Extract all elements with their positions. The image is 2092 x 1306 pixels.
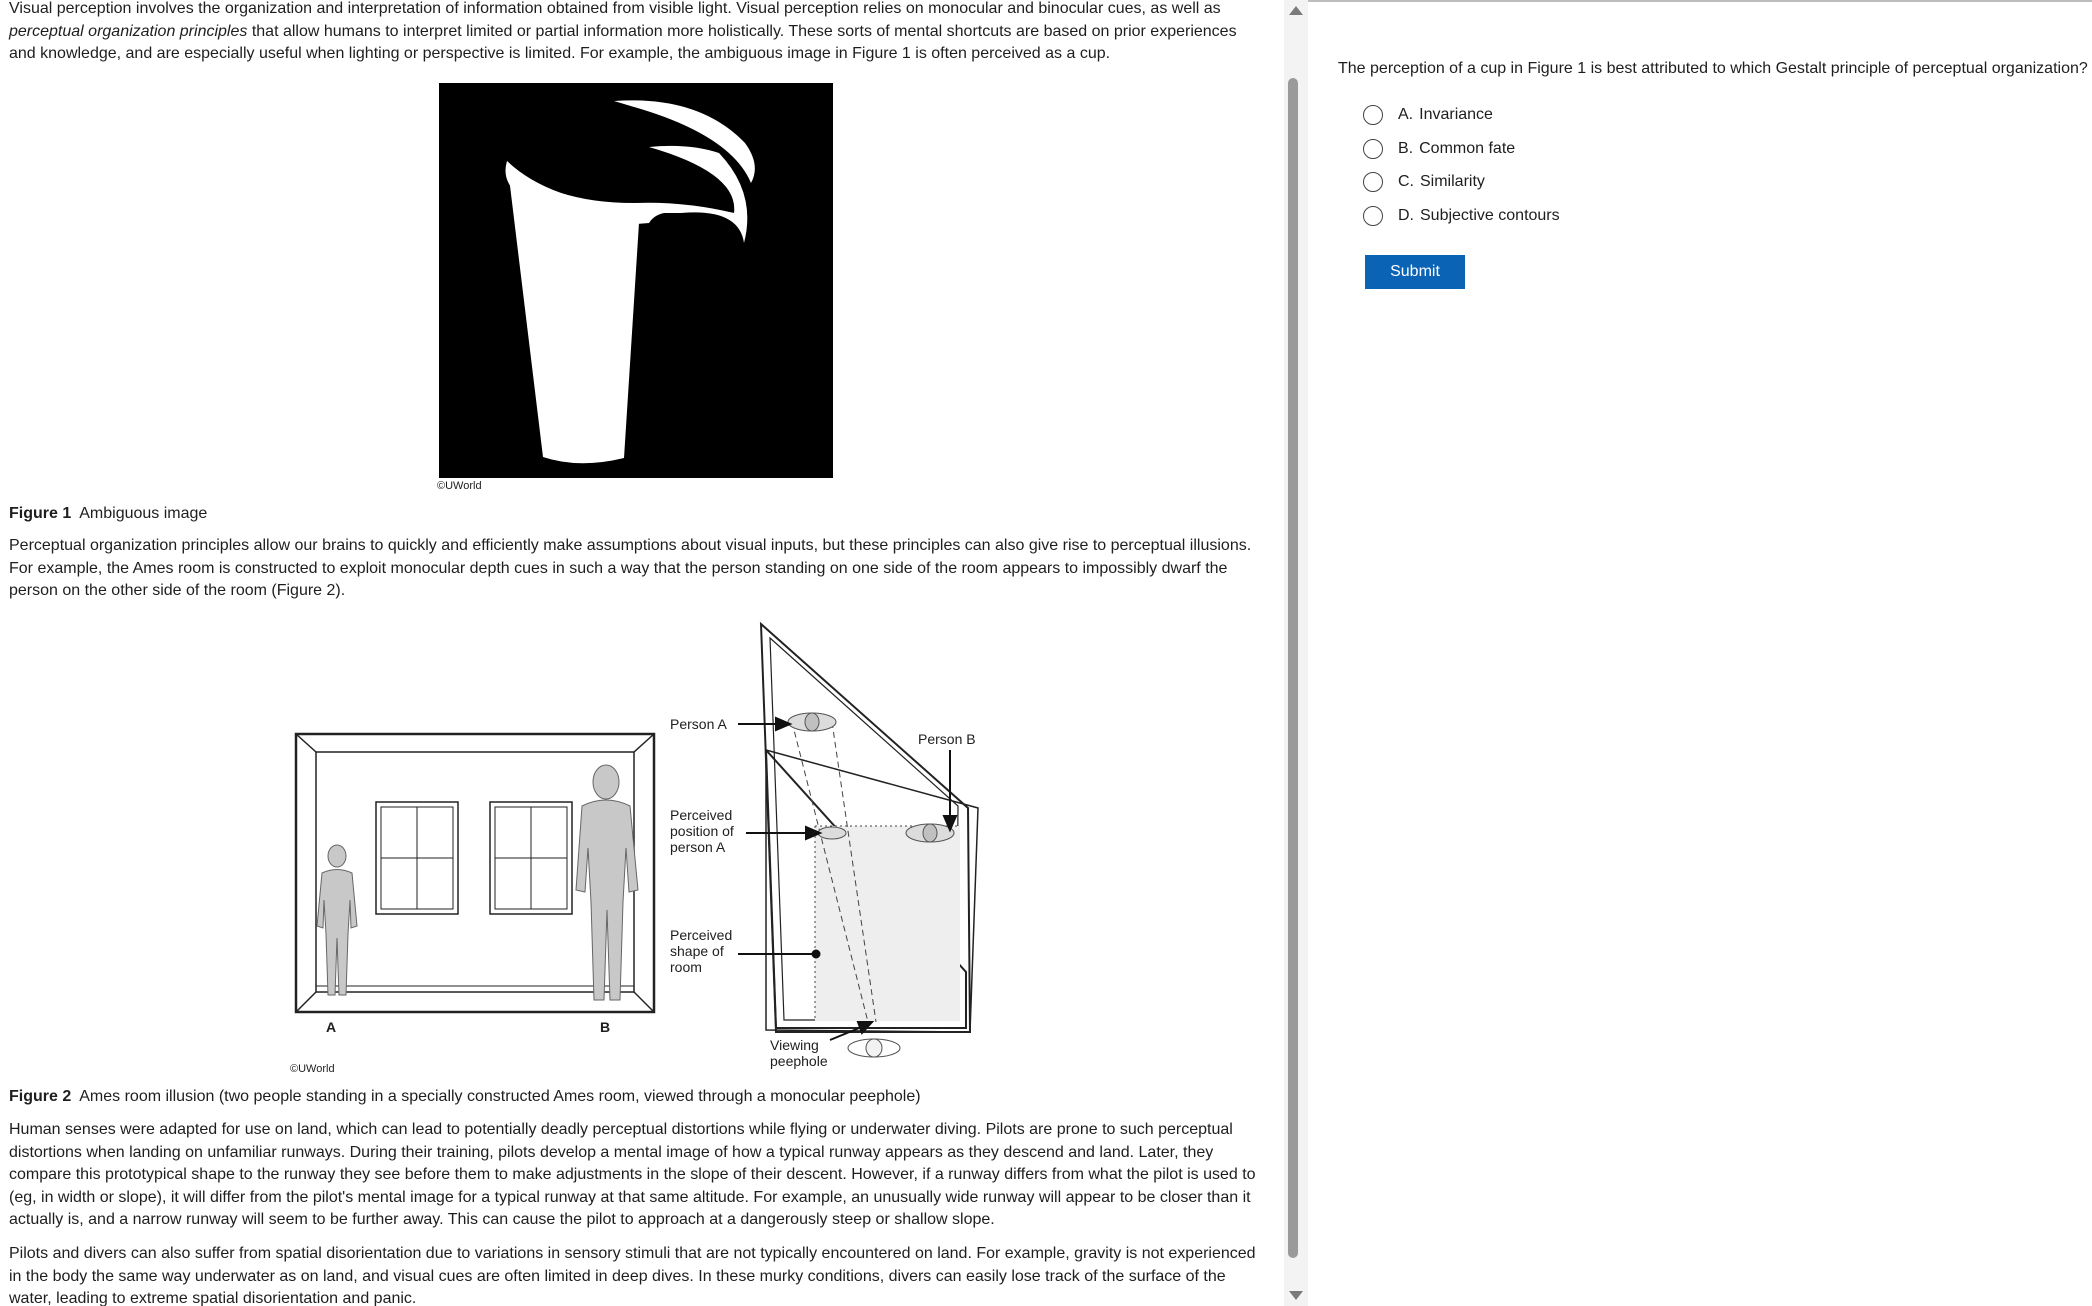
scrollbar-thumb[interactable] bbox=[1288, 78, 1298, 1258]
passage-line: person on the other side of the room (Figure 2). bbox=[9, 582, 346, 599]
room-label-b: B bbox=[600, 1019, 611, 1035]
room-label-a: A bbox=[326, 1019, 337, 1035]
passage-line: Visual perception involves the organization and interpretation of information obtained from visible light. Visual perception relies on monocular and binocular cues, as well as bbox=[9, 0, 1221, 17]
label-person-a: Person A bbox=[670, 716, 727, 732]
scroll-down-arrow-icon[interactable] bbox=[1289, 1291, 1303, 1300]
label-perceived-position-1: Perceived bbox=[670, 807, 733, 823]
room-top-view bbox=[761, 624, 978, 1057]
label-perceived-shape-2: shape of bbox=[670, 943, 724, 959]
label-perceived-shape-3: room bbox=[670, 959, 702, 975]
passage-line: that allow humans to interpret limited or partial information more holistically. These sorts of mental shortcuts are based on prior experiences bbox=[247, 22, 1237, 40]
radio-button-d[interactable] bbox=[1363, 206, 1383, 226]
figure-1-background bbox=[439, 83, 833, 478]
submit-button[interactable]: Submit bbox=[1365, 255, 1465, 289]
option-letter: B. bbox=[1398, 140, 1414, 157]
label-perceived-position-3: person A bbox=[670, 839, 726, 855]
option-text: Similarity bbox=[1420, 173, 1485, 190]
figure-2-caption-text: Ames room illusion (two people standing in a specially constructed Ames room, viewed through a monocular peephole) bbox=[79, 1088, 921, 1105]
figure-2-caption bbox=[9, 1088, 921, 1106]
option-letter: A. bbox=[1398, 106, 1414, 123]
passage-line: Human senses were adapted for use on land, which can lead to potentially deadly perceptual distortions while flying or underwater diving. Pilots are prone to such perceptual bbox=[9, 1121, 1233, 1138]
label-person-b: Person B bbox=[918, 731, 976, 747]
label-perceived-position-2: position of bbox=[670, 823, 734, 839]
figure-1-caption-text: Ambiguous image bbox=[79, 505, 208, 522]
passage-paragraph-3 bbox=[9, 1119, 1271, 1232]
passage-line: in the body the same way underwater as on land, and visual cues are often limited in deep dives. In these murky conditions, divers can easily lose track of the surface of the bbox=[9, 1267, 1226, 1285]
option-letter: D. bbox=[1398, 207, 1414, 224]
passage-emphasis: perceptual organization principles bbox=[9, 22, 248, 40]
label-viewing-peephole-1: Viewing bbox=[770, 1037, 819, 1053]
option-letter: C. bbox=[1398, 173, 1414, 190]
question-pane bbox=[1310, 0, 2092, 1306]
question-stem: The perception of a cup in Figure 1 is best attributed to which Gestalt principle of perceptual organization? bbox=[1338, 60, 2088, 77]
passage-paragraph-1 bbox=[9, 0, 1271, 66]
passage-scrollbar[interactable] bbox=[1284, 0, 1308, 1306]
figure-2-ames-room bbox=[286, 620, 1006, 1075]
passage-line: (eg, in width or slope), it will differ from the pilot's mental image for a typical runway at that same altitude. For example, an unusually wide runway will appear to be closer than it bbox=[9, 1188, 1251, 1206]
figure-1-ambiguous-image bbox=[439, 83, 833, 478]
figure-2-copyright: ©UWorld bbox=[290, 1063, 335, 1075]
person-b-figure bbox=[576, 765, 638, 1000]
passage-paragraph-2 bbox=[9, 535, 1271, 603]
option-text: Invariance bbox=[1419, 106, 1493, 123]
option-text: Subjective contours bbox=[1420, 207, 1560, 224]
answer-option-d[interactable] bbox=[1363, 203, 1560, 229]
passage-line: compare this prototypical shape to the runway they see before them to make adjustments in the slope of their descent. However, if a runway differs from what the pilot is used to bbox=[9, 1166, 1256, 1183]
option-text: Common fate bbox=[1419, 140, 1516, 157]
figure-1-caption bbox=[9, 505, 207, 523]
radio-button-c[interactable] bbox=[1363, 172, 1383, 192]
answer-option-b[interactable] bbox=[1363, 136, 1515, 162]
figure-1-label: Figure 1 bbox=[9, 505, 72, 522]
figure-2-label: Figure 2 bbox=[9, 1088, 72, 1105]
answer-option-c[interactable] bbox=[1363, 169, 1485, 195]
label-viewing-peephole-2: peephole bbox=[770, 1053, 828, 1069]
radio-button-a[interactable] bbox=[1363, 105, 1383, 125]
person-a-figure bbox=[317, 845, 357, 995]
label-perceived-shape-1: Perceived bbox=[670, 927, 733, 943]
perceived-room-shape bbox=[815, 826, 960, 1021]
passage-line: distortions when landing on unfamiliar runways. During their training, pilots develop a mental image of how a typical runway appears as they descend and land. Later, they bbox=[9, 1143, 1214, 1161]
passage-line: actually is, and a narrow runway will seem to be further away. This can cause the pilot to approach at a dangerously steep or shallow slope. bbox=[9, 1211, 995, 1228]
passage-paragraph-4 bbox=[9, 1243, 1271, 1306]
passage-line: Pilots and divers can also suffer from spatial disorientation due to variations in sensory stimuli that are not typically encountered on land. For example, gravity is not experienced bbox=[9, 1245, 1256, 1262]
passage-line: and knowledge, and are especially useful when lighting or perspective is limited. For example, the ambiguous image in Figure 1 is often perceived as a cup. bbox=[9, 45, 1111, 62]
passage-line: For example, the Ames room is constructed to exploit monocular depth cues in such a way that the person standing on one side of the room appears to impossibly dwarf the bbox=[9, 559, 1228, 577]
radio-button-b[interactable] bbox=[1363, 139, 1383, 159]
scroll-up-arrow-icon[interactable] bbox=[1289, 6, 1303, 15]
passage-line: water, leading to extreme spatial disorientation and panic. bbox=[9, 1290, 417, 1306]
passage-line: Perceptual organization principles allow our brains to quickly and efficiently make assumptions about visual inputs, but these principles can also give rise to perceptual illusions. bbox=[9, 537, 1252, 554]
figure-1-copyright: ©UWorld bbox=[437, 480, 482, 492]
answer-option-a[interactable] bbox=[1363, 102, 1493, 128]
